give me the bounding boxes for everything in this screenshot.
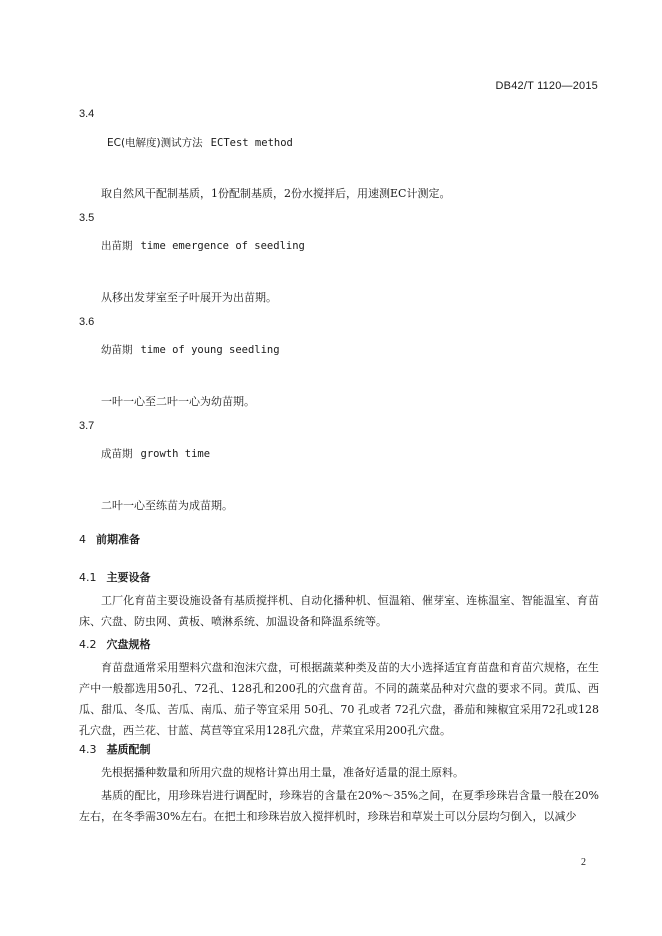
term-en: growth time	[140, 448, 211, 460]
section-number: 4	[79, 533, 86, 546]
paragraph: 先根据播种数量和所用穴盘的规格计算出用土量，准备好适量的混土原料。	[101, 766, 464, 779]
section-heading	[79, 569, 151, 585]
term-number: 3.6	[79, 316, 95, 328]
term-zh: 成苗期	[101, 448, 133, 460]
term-en: ECTest method	[210, 137, 293, 149]
term-zh: 幼苗期	[101, 344, 133, 356]
term-title	[107, 135, 293, 150]
term-zh: EC(电解度)测试方法	[107, 137, 203, 149]
page-number: 2	[581, 857, 586, 868]
term-title	[101, 446, 210, 461]
paragraph: 工厂化育苗主要设施设备有基质搅拌机、自动化播种机、恒温箱、催芽室、连栋温室、智能温室、育苗床、穴盘、防虫网、黄板、喷淋系统、加温设备和降温系统等。	[79, 594, 599, 628]
term-number: 3.5	[79, 212, 95, 224]
section-heading	[79, 741, 151, 757]
term-en: time of young seedling	[140, 344, 280, 356]
paragraph: 基质的配比，用珍珠岩进行调配时，珍珠岩的含量在20%～35%之间，在夏季珍珠岩含量一般在20%左右，在冬季需30%左右。在把土和珍珠岩放入搅拌机时，珍珠岩和草炭土可以分层均匀倒入，以减少	[79, 789, 599, 823]
section-heading	[79, 531, 140, 547]
term-number: 3.4	[79, 108, 95, 120]
term-definition: 一叶一心至二叶一心为幼苗期。	[101, 395, 255, 408]
section-number: 4.2	[79, 638, 97, 651]
section-number: 4.1	[79, 571, 97, 584]
term-zh: 出苗期	[101, 240, 133, 252]
paragraph: 育苗盘通常采用塑料穴盘和泡沫穴盘，可根据蔬菜种类及苗的大小选择适宜育苗盘和育苗穴规格，在生产中一般都选用50孔、72孔、128孔和200孔的穴盘育苗。不同的蔬菜品种对穴盘的要求不同。黄瓜、西瓜、甜瓜、冬瓜、苦瓜、南瓜、茄子等宜采用 50孔、70 孔或者 72孔穴盘，番茄和辣椒宜采用72孔或128孔穴盘，西兰花、甘蓝、莴苣等宜采用128孔穴盘，芹菜宜采用200孔穴盘。	[79, 661, 599, 737]
term-definition: 从移出发芽室至子叶展开为出苗期。	[101, 291, 277, 304]
term-definition: 取自然风干配制基质，1份配制基质，2份水搅拌后，用速测EC计测定。	[101, 187, 451, 200]
term-definition: 二叶一心至练苗为成苗期。	[101, 499, 233, 512]
section-heading	[79, 636, 151, 652]
term-number: 3.7	[79, 420, 95, 432]
section-title: 基质配制	[106, 743, 151, 756]
term-title	[101, 238, 305, 253]
section-title: 前期准备	[96, 533, 140, 546]
section-number: 4.3	[79, 743, 97, 756]
section-title: 主要设备	[106, 571, 151, 584]
term-en: time emergence of seedling	[140, 240, 305, 252]
document-code: DB42/T 1120—2015	[495, 80, 598, 92]
term-title	[101, 342, 280, 357]
section-title: 穴盘规格	[106, 638, 151, 651]
